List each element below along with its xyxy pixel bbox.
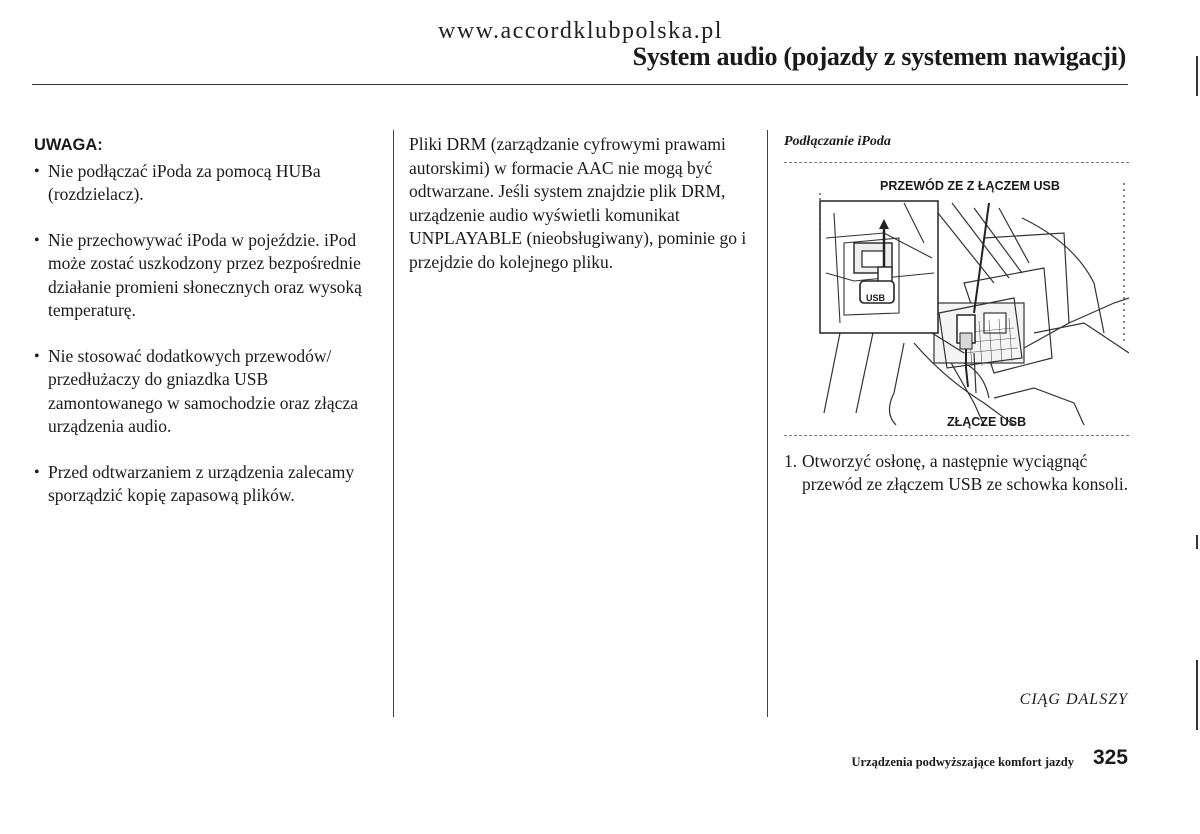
section-title: System audio (pojazdy z systemem nawigacji) xyxy=(632,42,1126,71)
page-number: 325 xyxy=(1092,746,1128,769)
figure-label-cable: PRZEWÓD ZE Z ŁĄCZEM USB xyxy=(880,178,1060,193)
page-edge-mark xyxy=(1196,660,1198,730)
steps-list xyxy=(784,450,1129,497)
warning-item: • Przed odtwarzaniem z urządzenia zalecamy sporządzić kopię zapasową plików. xyxy=(34,461,379,508)
console-illustration xyxy=(784,163,1129,435)
warning-heading: UWAGA: xyxy=(34,136,103,154)
step-text: Otworzyć osłonę, a następnie wyciągnąć przewód ze złączem USB ze schowka konsoli. xyxy=(802,450,1129,494)
right-column xyxy=(784,130,1129,497)
drm-paragraph: Pliki DRM (zarządzanie cyfrowymi prawami autorskimi) w formacie AAC nie mogą być odtwarzane. Jeśli system znajdzie plik DRM, urządzenie audio wyświetli komunikat UNPLAYABLE (nieobsługiwany), pominie go i przejdzie do kolejnego pliku. xyxy=(409,134,747,272)
header-rule xyxy=(32,84,1128,85)
continued-label: CIĄG DALSZY xyxy=(1019,691,1128,708)
page-edge-mark xyxy=(1196,56,1198,96)
site-url: www.accordklubpolska.pl xyxy=(438,18,723,44)
left-column xyxy=(34,134,379,530)
page-edge-mark xyxy=(1196,535,1198,549)
warning-item: • Nie podłączać iPoda za pomocą HUBa (rozdzielacz). xyxy=(34,160,379,207)
warning-list xyxy=(34,160,379,508)
footer-section-name: Urządzenia podwyższające komfort jazdy xyxy=(851,755,1074,769)
figure-label-connector: ZŁĄCZE USB xyxy=(947,414,1027,429)
step-number: 1. xyxy=(784,450,798,471)
warning-item: • Nie przechowywać iPoda w pojeździe. iPod może zostać uszkodzony przez bezpośrednie działanie promieni słonecznych oraz wysoką temperaturę. xyxy=(34,229,379,323)
usb-badge: USB xyxy=(866,292,886,303)
usb-connection-figure xyxy=(784,162,1129,436)
figure-caption: Podłączanie iPoda xyxy=(784,134,891,149)
step-item xyxy=(784,450,1129,497)
column-divider-left xyxy=(393,130,394,717)
warning-item: • Nie stosować dodatkowych przewodów/ przedłużaczy do gniazdka USB zamontowanego w samochodzie oraz złącza urządzenia audio. xyxy=(34,345,379,439)
column-divider-right xyxy=(767,130,768,717)
middle-column xyxy=(409,133,751,274)
